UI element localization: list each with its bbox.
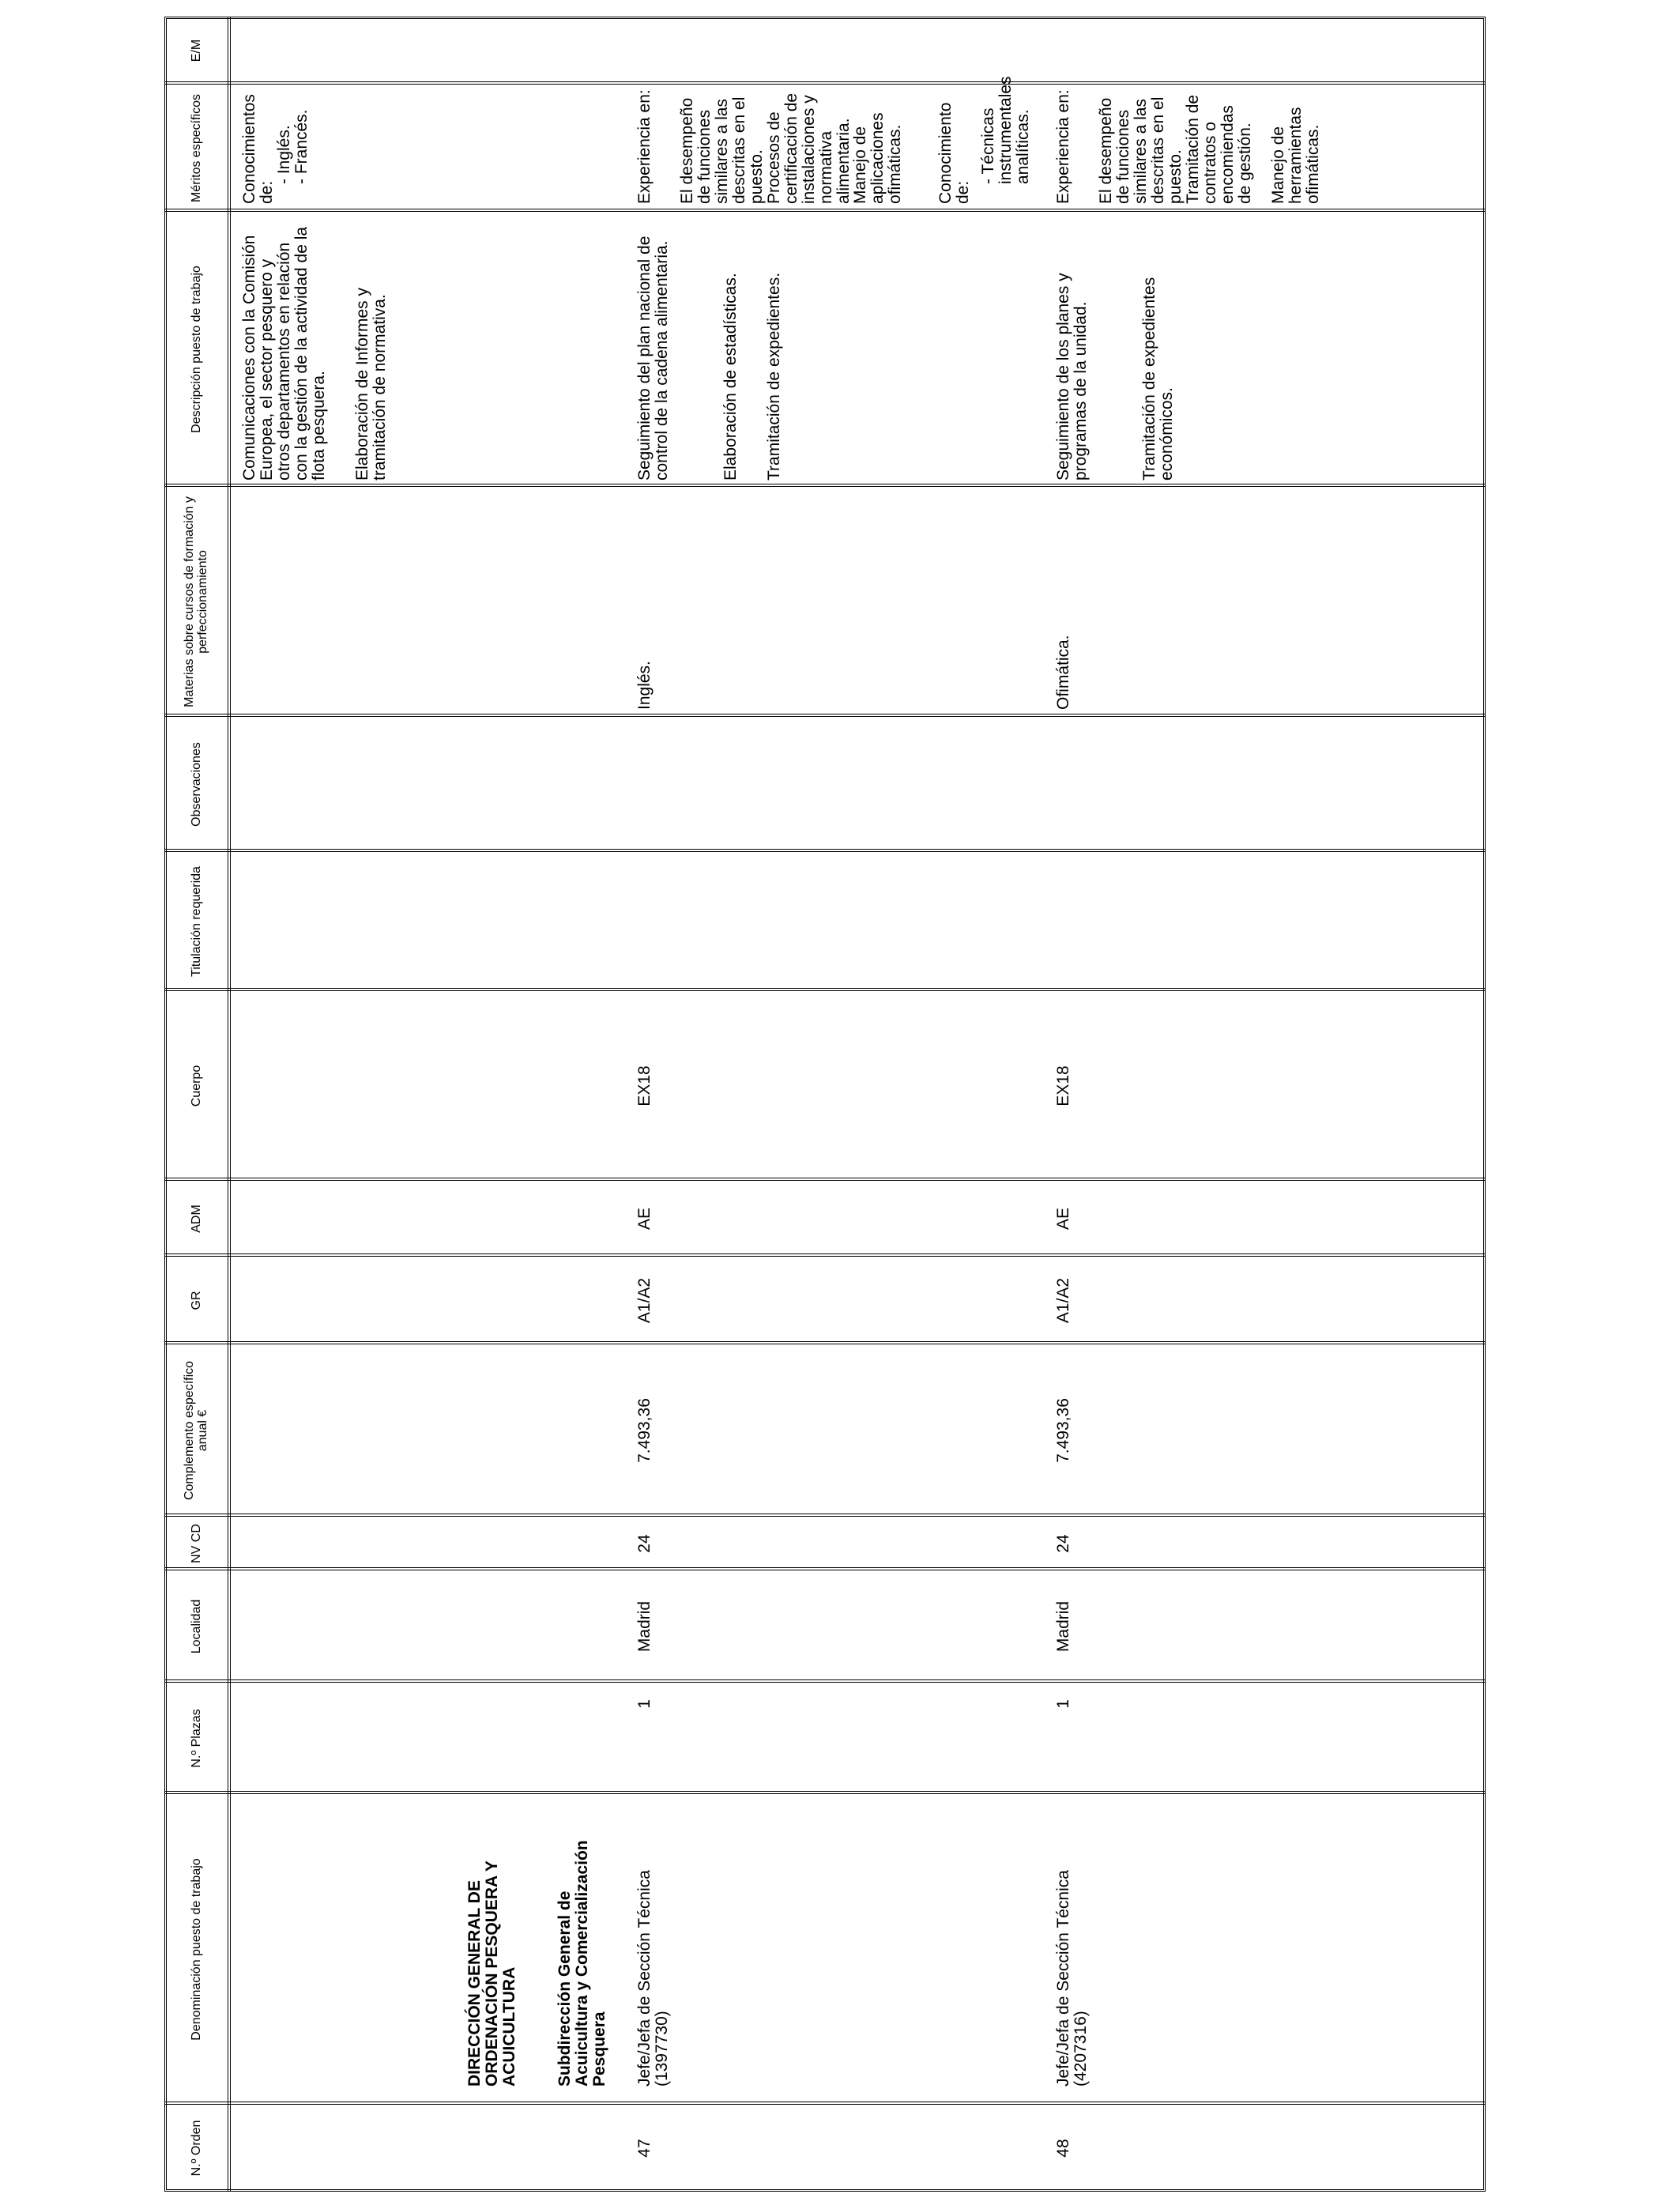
header-localidad: Localidad bbox=[189, 1599, 203, 1654]
row-47-localidad: Madrid bbox=[635, 1600, 654, 1653]
row-48-orden: 48 bbox=[1054, 2139, 1072, 2158]
row-47-orden: 47 bbox=[635, 2139, 654, 2158]
row-48-meritos-1: Experiencia en: bbox=[1054, 89, 1072, 204]
section-meritos-title: Conocimientos de: bbox=[240, 94, 276, 204]
column-divider bbox=[164, 1253, 1486, 1257]
column-divider bbox=[164, 484, 1486, 487]
column-divider bbox=[164, 1567, 1486, 1570]
row-47-denominacion: Jefe/Jefa de Sección Técnica (1397730) bbox=[635, 1870, 671, 2087]
row-47-nvcd: 24 bbox=[635, 1534, 654, 1553]
rotated-table-page bbox=[164, 7, 1492, 2192]
row-47-descripcion-3: Tramitación de expedientes. bbox=[765, 272, 783, 481]
row-48-plazas: 1 bbox=[1054, 1699, 1072, 1709]
row-47-meritos-3: Procesos de certificación de instalaciones y normativa alimentaria. bbox=[765, 92, 853, 204]
row-47-plazas: 1 bbox=[635, 1699, 654, 1709]
row-48-cuerpo: EX18 bbox=[1054, 1065, 1072, 1106]
header-nvcd: NV CD bbox=[189, 1524, 203, 1563]
column-divider bbox=[164, 209, 1486, 212]
row-48-localidad: Madrid bbox=[1054, 1600, 1072, 1653]
header-titulacion: Titulación requerida bbox=[189, 866, 203, 977]
header-plazas: N.º Plazas bbox=[189, 1709, 203, 1768]
header-orden: N.º Orden bbox=[189, 2120, 203, 2177]
row-47-descripcion-2: Elaboración de estadísticas. bbox=[721, 273, 740, 481]
column-divider bbox=[164, 849, 1486, 852]
section-meritos-2: - Francés. bbox=[292, 109, 311, 184]
row-48-meritos-3: Tramitación de contratos o encomiendas de gestión. bbox=[1184, 94, 1254, 204]
section-meritos-1: - Inglés. bbox=[275, 125, 293, 184]
header-meritos: Méritos específicos bbox=[189, 94, 203, 202]
row-47-meritos-5: Conocimiento de: bbox=[936, 102, 972, 204]
section-subdireccion: Subdirección General de Acuicultura y Comercialización Pesquera bbox=[556, 1840, 608, 2087]
row-47-meritos-2: El desempeño de funciones similares a las descritas en el puesto. bbox=[678, 96, 766, 204]
header-observaciones: Observaciones bbox=[189, 742, 203, 827]
header-cuerpo: Cuerpo bbox=[189, 1065, 203, 1107]
row-47-cuerpo: EX18 bbox=[635, 1065, 654, 1106]
row-48-nvcd: 24 bbox=[1054, 1534, 1072, 1553]
section-direccion: DIRECCIÓN GENERAL DE ORDENACIÓN PESQUERA Y ACUICULTURA bbox=[465, 1860, 518, 2087]
row-47-meritos-6: - Técnicas instrumentales analíticas. bbox=[979, 76, 1032, 184]
section-descripcion-2: Elaboración de Informes y tramitación de normativa. bbox=[353, 288, 389, 481]
header-complemento: Complemento específico anual € bbox=[183, 1360, 209, 1501]
row-48-meritos-2: El desempeño de funciones similares a las descritas en el puesto. bbox=[1097, 96, 1185, 204]
row-47-gr: A1/A2 bbox=[635, 1277, 654, 1324]
header-adm: ADM bbox=[189, 1204, 203, 1233]
column-divider bbox=[164, 81, 1486, 85]
row-48-descripcion-2: Tramitación de expedientes económicos. bbox=[1140, 277, 1176, 481]
row-47-complemento: 7.493,36 bbox=[635, 1398, 654, 1463]
header-materias: Materias sobre cursos de formación y perfeccionamiento bbox=[183, 496, 209, 707]
row-47-materias: Inglés. bbox=[635, 661, 654, 710]
row-48-descripcion-1: Seguimiento de los planes y programas de la unidad. bbox=[1054, 273, 1090, 481]
column-divider bbox=[164, 1341, 1486, 1344]
column-divider bbox=[164, 1679, 1486, 1683]
row-48-denominacion: Jefe/Jefa de Sección Técnica (4207316) bbox=[1054, 1870, 1090, 2087]
column-divider bbox=[164, 2102, 1486, 2105]
row-47-meritos-4: Manejo de aplicaciones ofimáticas. bbox=[851, 112, 904, 204]
column-divider bbox=[164, 1791, 1486, 1794]
column-divider bbox=[164, 1514, 1486, 1517]
header-descripcion: Descripción puesto de trabajo bbox=[189, 266, 203, 433]
header-em: E/M bbox=[189, 39, 203, 62]
row-48-meritos-4: Manejo de herramientas ofimáticas. bbox=[1269, 107, 1322, 204]
row-48-gr: A1/A2 bbox=[1054, 1277, 1072, 1324]
row-47-meritos-1: Experiencia en: bbox=[635, 89, 654, 204]
header-divider bbox=[228, 17, 231, 2192]
row-47-descripcion-1: Seguimiento del plan nacional de control de la cadena alimentaria. bbox=[635, 236, 671, 481]
row-48-materias: Ofimática. bbox=[1054, 635, 1072, 710]
row-48-complemento: 7.493,36 bbox=[1054, 1398, 1072, 1463]
header-denominacion: Denominación puesto de trabajo bbox=[189, 1858, 203, 2041]
row-47-adm: AE bbox=[635, 1208, 654, 1231]
section-descripcion-1: Comunicaciones con la Comisión Europea, el sector pesquero y otros departamentos en relación con la gestión de la actividad de la flota pesquera. bbox=[240, 226, 328, 481]
row-48-adm: AE bbox=[1054, 1208, 1072, 1231]
column-divider bbox=[164, 988, 1486, 991]
column-divider bbox=[164, 1178, 1486, 1181]
column-divider bbox=[164, 714, 1486, 717]
header-gr: GR bbox=[189, 1291, 203, 1310]
